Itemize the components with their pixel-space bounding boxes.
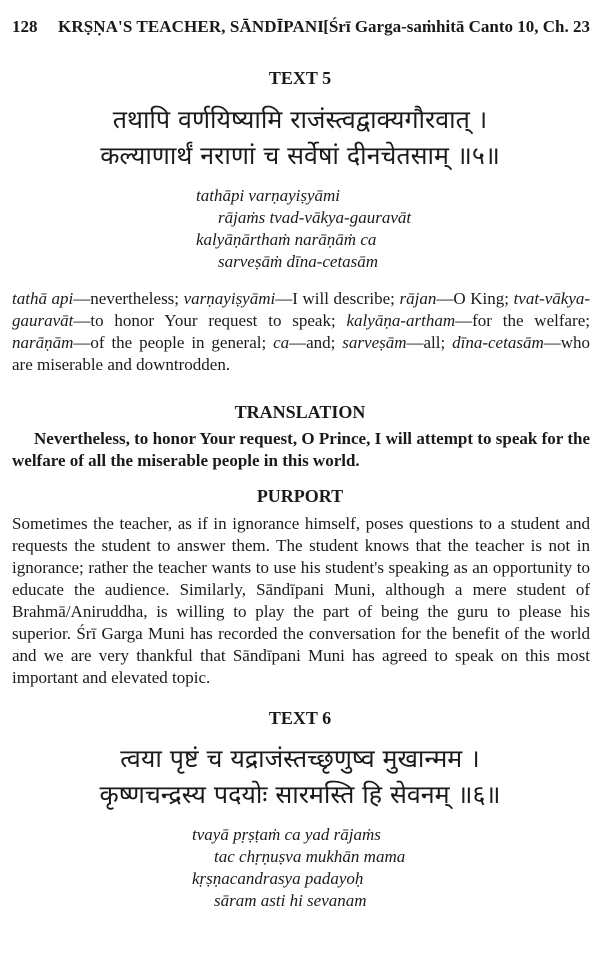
synonym-meaning: —O King; [436,289,514,308]
synonym-meaning: —to honor Your request to speak; [73,311,347,330]
text5-sanskrit-line-2: कल्याणार्थं नराणां च सर्वेषां दीनचेतसाम् ॥५॥ [100,141,500,170]
text5-translit-line-4: sarveṣāṁ dīna-cetasām [218,252,379,271]
synonym-meaning: —and; [289,333,343,352]
synonym-meaning: —I will describe; [275,289,400,308]
synonym-term: sarveṣām [342,333,407,352]
synonym-term: ca [273,333,290,352]
synonym-meaning: —who are miserable and downtrodden. [12,333,590,374]
synonym-term: rājan [399,289,437,308]
synonym-term: varṇayiṣyāmi [183,289,276,308]
text6-heading: TEXT 6 [268,708,332,728]
translation-text: Nevertheless, to honor Your request, O Prince, I will attempt to speak for the welfare of all the miserable people in this world. [12,429,590,470]
translation-heading: TRANSLATION [234,402,366,422]
purport-text: Sometimes the teacher, as if in ignorance himself, poses questions to a student and requests the student to answer them. The student knows that the teacher is not in ignorance; rather the teacher wants to use his student's speaking as an opportunity to educate the audience. Similarly, Sāndīpani Muni, although a mere student of Brahmā/Aniruddha, is willing to play the part of being the guru to please his superior. Śrī Garga Muni has recorded the conversation for the benefit of the world and we are very thankful that Sāndīpani Muni has agreed to speak on this most important and elevated topic. [12,514,590,687]
synonym-meaning: —nevertheless; [73,289,184,308]
page-number: 128 [12,17,38,36]
running-header [12,17,590,41]
text5-synonyms [12,288,590,376]
text6-translit-line-3: kṛṣṇacandrasya padayoḥ [192,869,364,888]
text5-translit-line-2: rājaṁs tvad-vākya-gauravāt [218,208,412,227]
text6-sanskrit-line-2: कृष्णचन्द्रस्य पदयोः सारमस्ति हि सेवनम् ॥६॥ [99,780,501,809]
text6-sanskrit-line-1: त्वया पृष्टं च यद्राजंस्तच्छृणुष्व मुखान्मम । [120,744,480,773]
synonym-term: tvat-vākya-gauravāt [12,289,591,330]
text5-heading: TEXT 5 [268,68,332,88]
text5-translit-line-1: tathāpi varṇayiṣyāmi [196,186,341,205]
purport-heading: PURPORT [256,486,344,506]
text6-translit-line-2: tac chṛṇuṣva mukhān mama [214,847,406,866]
text6-translit-line-4: sāram asti hi sevanam [214,891,367,910]
synonym-meaning: —of the people in general; [73,333,274,352]
synonym-term: narāṇām [12,333,74,352]
synonym-meaning: —for the welfare; [455,311,590,330]
synonym-meaning: —all; [406,333,453,352]
text5-sanskrit-line-1: तथापि वर्णयिष्यामि राजंस्त्वद्वाक्यगौरवात् । [112,105,488,134]
text5-translit-line-3: kalyāṇārthaṁ narāṇāṁ ca [196,230,377,249]
synonym-term: kalyāṇa-artham [346,311,456,330]
text6-translit-line-1: tvayā pṛṣṭaṁ ca yad rājaṁs [192,825,381,844]
synonym-term: dīna-cetasām [452,333,544,352]
chapter-title: KRṢṆA'S TEACHER, SĀNDĪPANI [58,17,324,36]
canto-reference: [Śrī Garga-saṁhitā Canto 10, Ch. 23 [323,17,590,36]
synonym-term: tathā api [12,289,74,308]
